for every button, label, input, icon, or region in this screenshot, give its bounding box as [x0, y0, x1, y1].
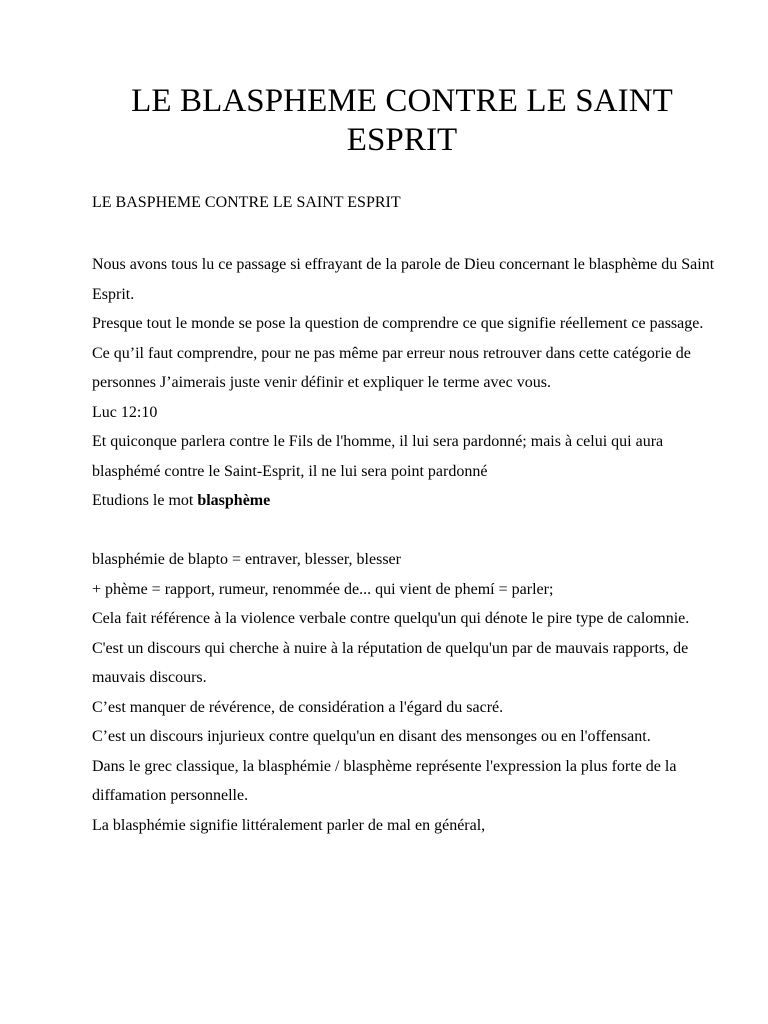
- definition-line: Dans le grec classique, la blasphémie / blasphème représente l'expression la plus forte de la diffamation personnelle.: [92, 757, 677, 804]
- definition-line: blasphémie de blapto = entraver, blesser, blesser: [92, 551, 401, 568]
- paragraph: Presque tout le monde se pose la question de comprendre ce que signifie réellement ce passage.: [92, 315, 704, 332]
- scripture-reference: Luc 12:10: [92, 403, 158, 421]
- definition-line: C'est un discours qui cherche à nuire à la réputation de quelqu'un par de mauvais rapports, de mauvais discours.: [92, 639, 689, 686]
- definition-line: Cela fait référence à la violence verbale contre quelqu'un qui dénote le pire type de calomnie.: [92, 610, 690, 627]
- definition-line: C’est un discours injurieux contre quelqu'un en disant des mensonges ou en l'offensant.: [92, 728, 651, 745]
- definition-line: C’est manquer de révérence, de considération a l'égard du sacré.: [92, 698, 504, 716]
- paragraph: Ce qu’il faut comprendre, pour ne pas même par erreur nous retrouver dans cette catégorie de personnes J’aimerais juste venir définir et expliquer le terme avec vous.: [92, 344, 691, 391]
- study-word: blasphème: [197, 492, 271, 509]
- document-body: [92, 250, 722, 840]
- study-line: [92, 486, 722, 516]
- paragraph: Nous avons tous lu ce passage si effrayant de la parole de Dieu concernant le blasphème du Saint Esprit.: [92, 256, 715, 303]
- study-prefix: Etudions le mot: [92, 492, 198, 509]
- document-title: LE BLASPHEME CONTRE LE SAINT ESPRIT: [131, 83, 673, 158]
- scripture-quote: Et quiconque parlera contre le Fils de l'homme, il lui sera pardonné; mais à celui qui aura blasphémé contre le Saint-Esprit, il ne lui sera point pardonné: [92, 433, 664, 480]
- definition-line: La blasphémie signifie littéralement parler de mal en général,: [92, 816, 486, 834]
- definition-line: + phème = rapport, rumeur, renommée de... qui vient de phemí = parler;: [92, 580, 554, 598]
- paragraph-gap: [92, 516, 722, 546]
- document-subtitle: LE BASPHEME CONTRE LE SAINT ESPRIT: [92, 194, 401, 211]
